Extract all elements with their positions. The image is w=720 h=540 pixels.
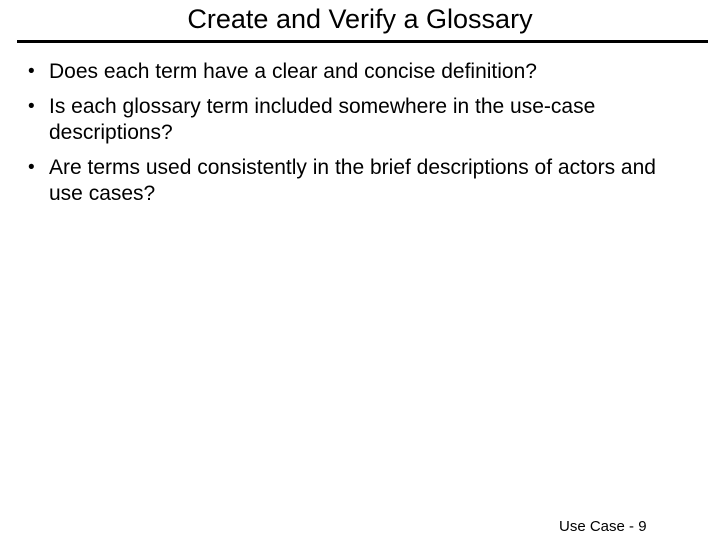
bullet-glyph: • xyxy=(28,157,35,178)
bullet-glyph: • xyxy=(28,96,35,117)
title-underline xyxy=(17,40,708,43)
bullet-item-included xyxy=(25,94,695,146)
bullet-glyph: • xyxy=(28,61,35,82)
slide-title: Create and Verify a Glossary xyxy=(187,4,533,34)
bullet-item-definition xyxy=(25,59,695,85)
bullet-text: Are terms used consistently in the brief descriptions of actors and use cases? xyxy=(49,156,656,205)
bullet-text: Does each term have a clear and concise definition? xyxy=(49,60,537,83)
slide-footer: Use Case - 9 xyxy=(559,518,647,535)
bullet-item-consistency xyxy=(25,155,695,207)
bullet-list xyxy=(25,59,695,216)
bullet-text: Is each glossary term included somewhere in the use-case descriptions? xyxy=(49,95,596,144)
